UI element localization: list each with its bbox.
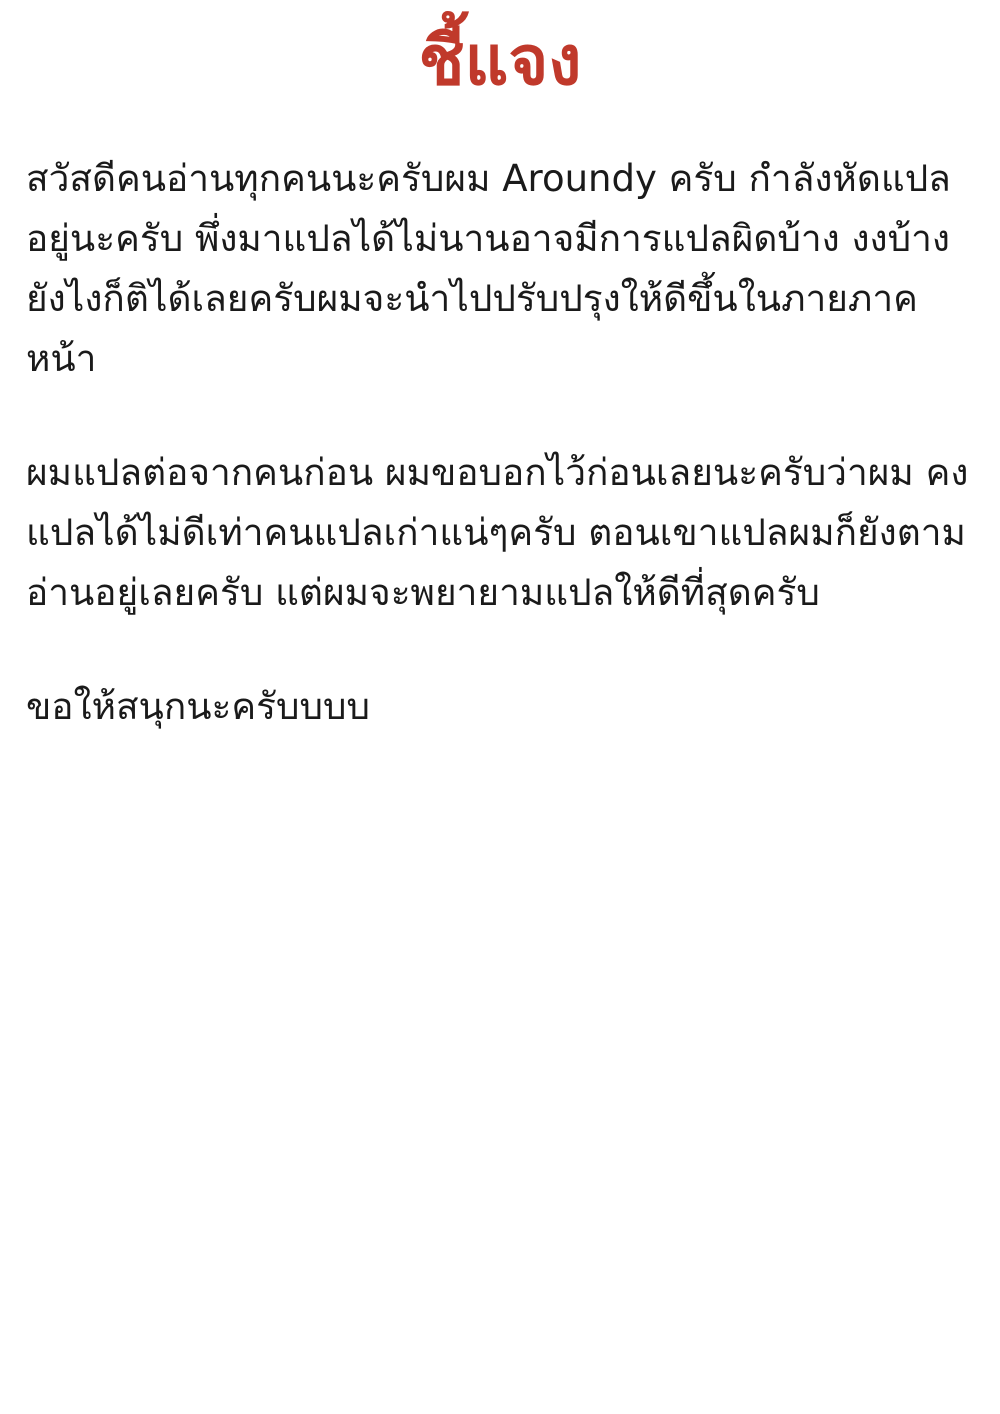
paragraph-3: ขอให้สนุกนะครับบบบ [26,684,370,728]
paragraph-2: ผมแปลต่อจากคนก่อน ผมขอบอกไว้ก่อนเลยนะครับว่าผม คงแปลได้ไม่ดีเท่าคนแปลเก่าแน่ๆครับ ตอนเขาแปลผมก็ยังตามอ่านอยู่เลยครับ แต่ผมจะพยายามแปลให้ดีที่สุดครับ [26,451,969,615]
page-title: ชี้แจง [418,22,582,101]
paragraph-1: สวัสดีคนอ่านทุกคนนะครับผม Aroundy ครับ กำลังหัดแปลอยู่นะครับ พึ่งมาแปลได้ไม่นานอาจมีการแปลผิดบ้าง งงบ้าง ยังไงก็ติได้เลยครับผมจะนำไปปรับปรุงให้ดีขึ้นในภายภาคหน้า [26,157,962,381]
document-body [26,149,974,737]
